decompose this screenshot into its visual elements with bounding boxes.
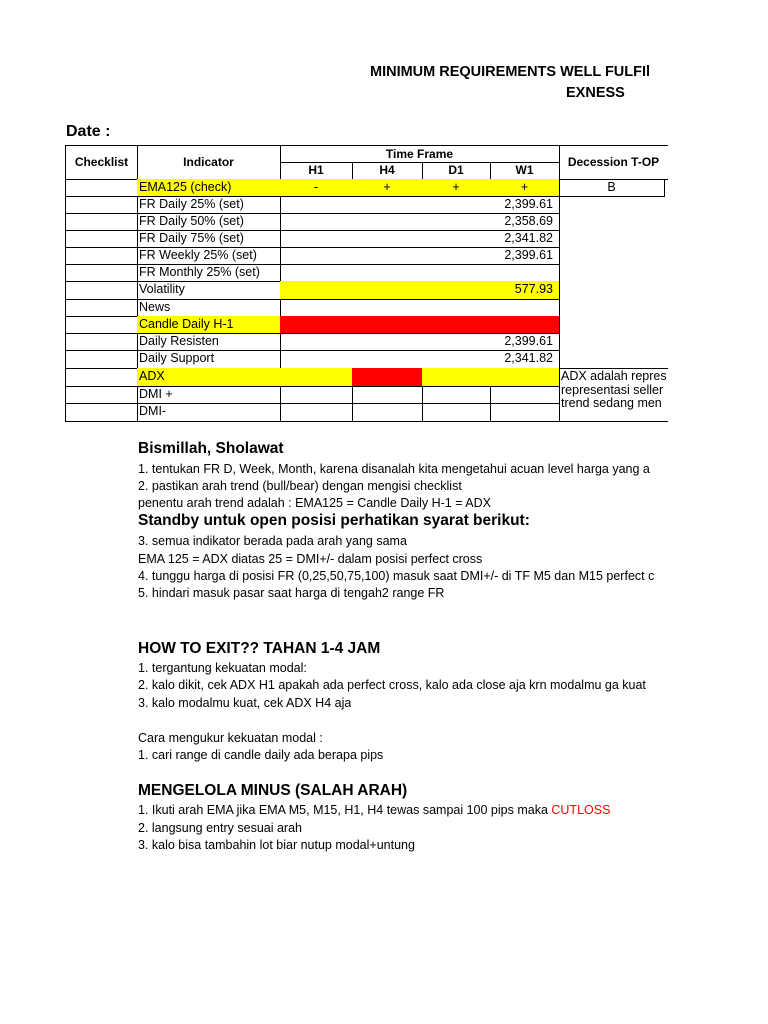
decision-value[interactable]: B (559, 179, 665, 197)
adx-note-line: ADX adalah repres (561, 370, 667, 383)
adx-note-line: trend sedang men (561, 396, 662, 410)
note-line: 5. hindari masuk pasar saat harga di tengah2 range FR (138, 586, 445, 600)
checklist-cell[interactable] (65, 333, 138, 351)
indicator-fr-daily-25[interactable]: FR Daily 25% (set) (137, 196, 281, 214)
header-h4[interactable]: H4 (352, 162, 423, 180)
adx-w1-cell[interactable] (490, 368, 560, 387)
ema-d1-value[interactable]: + (422, 179, 491, 197)
indicator-daily-support[interactable]: Daily Support (137, 350, 281, 369)
header-d1[interactable]: D1 (422, 162, 491, 180)
sheet-subtitle: EXNESS (566, 85, 625, 101)
adx-d1-cell[interactable] (422, 368, 491, 387)
heading-mengelola-minus: MENGELOLA MINUS (SALAH ARAH) (138, 782, 408, 799)
indicator-volatility[interactable]: Volatility (137, 281, 281, 300)
checklist-cell[interactable] (65, 230, 138, 248)
checklist-cell[interactable] (65, 403, 138, 422)
indicator-dmi-plus[interactable]: DMI + (137, 386, 281, 404)
indicator-daily-resisten[interactable]: Daily Resisten (137, 333, 281, 351)
note-line: 2. kalo dikit, cek ADX H1 apakah ada perfect cross, kalo ada close aja krn modalmu ga kuat (138, 678, 646, 692)
dmi-plus-h1-cell[interactable] (280, 386, 353, 404)
note-line-text: 1. Ikuti arah EMA jika EMA M5, M15, H1, H4 tewas sampai 100 pips maka (138, 803, 552, 817)
checklist-cell[interactable] (65, 213, 138, 231)
daily-resisten-value[interactable]: 2,399.61 (280, 333, 560, 351)
indicator-ema125[interactable]: EMA125 (check) (137, 179, 281, 197)
indicator-fr-daily-50[interactable]: FR Daily 50% (set) (137, 213, 281, 231)
fr-weekly-25-value[interactable]: 2,399.61 (280, 247, 560, 265)
indicator-fr-daily-75[interactable]: FR Daily 75% (set) (137, 230, 281, 248)
adx-note-line: representasi seller (561, 382, 664, 397)
volatility-value[interactable]: 577.93 (280, 281, 560, 300)
checklist-cell[interactable] (65, 350, 138, 369)
note-line: 1. tentukan FR D, Week, Month, karena disanalah kita mengetahui acuan level harga yang a (138, 462, 650, 476)
checklist-cell[interactable] (65, 179, 138, 197)
fr-daily-25-value[interactable]: 2,399.61 (280, 196, 560, 214)
indicator-adx[interactable]: ADX (137, 368, 281, 387)
note-line: 3. kalo bisa tambahin lot biar nutup modal+untung (138, 838, 415, 852)
indicator-news[interactable]: News (137, 299, 281, 317)
indicator-fr-weekly-25[interactable]: FR Weekly 25% (set) (137, 247, 281, 265)
dmi-plus-d1-cell[interactable] (422, 386, 491, 404)
heading-how-to-exit: HOW TO EXIT?? TAHAN 1-4 JAM (138, 640, 381, 657)
candle-daily-value[interactable] (280, 316, 560, 334)
header-decision[interactable]: Decession T-OP (559, 145, 668, 180)
ema-h1-value[interactable]: - (280, 179, 353, 197)
checklist-cell[interactable] (65, 368, 138, 387)
note-line: 3. kalo modalmu kuat, cek ADX H4 aja (138, 696, 352, 710)
note-line: 1. tergantung kekuatan modal: (138, 661, 307, 675)
checklist-cell[interactable] (65, 264, 138, 282)
note-line: 1. cari range di candle daily ada berapa pips (138, 748, 384, 762)
ema-w1-value[interactable]: + (490, 179, 560, 197)
header-h1[interactable]: H1 (280, 162, 353, 180)
heading-standby: Standby untuk open posisi perhatikan syarat berikut: (138, 512, 530, 529)
indicator-fr-monthly-25[interactable]: FR Monthly 25% (set) (137, 264, 281, 282)
note-line: 4. tunggu harga di posisi FR (0,25,50,75,100) masuk saat DMI+/- di TF M5 dan M15 perfect c (138, 569, 655, 583)
header-checklist[interactable]: Checklist (65, 145, 138, 180)
note-line: EMA 125 = ADX diatas 25 = DMI+/- dalam posisi perfect cross (138, 552, 483, 566)
dmi-plus-w1-cell[interactable] (490, 386, 560, 404)
note-line: penentu arah trend adalah : EMA125 = Candle Daily H-1 = ADX (138, 496, 491, 510)
note-line: Cara mengukur kekuatan modal : (138, 731, 323, 745)
decision-merged-area[interactable] (559, 196, 668, 369)
header-time-frame[interactable]: Time Frame (280, 145, 560, 163)
checklist-cell[interactable] (65, 299, 138, 317)
dmi-minus-h4-cell[interactable] (352, 403, 423, 422)
note-line: 2. pastikan arah trend (bull/bear) dengan mengisi checklist (138, 479, 462, 493)
daily-support-value[interactable]: 2,341.82 (280, 350, 560, 369)
header-w1[interactable]: W1 (490, 162, 560, 180)
cutloss-label: CUTLOSS (551, 803, 611, 817)
dmi-minus-w1-cell[interactable] (490, 403, 560, 422)
checklist-cell[interactable] (65, 386, 138, 404)
ema-h4-value[interactable]: + (352, 179, 423, 197)
header-indicator[interactable]: Indicator (137, 145, 281, 180)
checklist-cell[interactable] (65, 247, 138, 265)
sheet-title: MINIMUM REQUIREMENTS WELL FULFIl (370, 64, 651, 80)
news-value[interactable] (280, 299, 560, 317)
dmi-minus-h1-cell[interactable] (280, 403, 353, 422)
note-line-cutloss (138, 803, 610, 817)
dmi-plus-h4-cell[interactable] (352, 386, 423, 404)
checklist-cell[interactable] (65, 281, 138, 300)
checklist-cell[interactable] (65, 196, 138, 214)
fr-daily-75-value[interactable]: 2,341.82 (280, 230, 560, 248)
indicator-dmi-minus[interactable]: DMI- (137, 403, 281, 422)
heading-bismillah: Bismillah, Sholawat (138, 440, 284, 457)
adx-h4-cell[interactable] (352, 368, 423, 387)
indicator-candle-daily[interactable]: Candle Daily H-1 (137, 316, 281, 334)
fr-monthly-25-value[interactable] (280, 264, 560, 282)
adx-note-text (561, 370, 668, 411)
date-label: Date : (66, 123, 111, 140)
note-line: 3. semua indikator berada pada arah yang sama (138, 534, 407, 548)
note-line: 2. langsung entry sesuai arah (138, 821, 302, 835)
adx-h1-cell[interactable] (280, 368, 353, 387)
checklist-cell[interactable] (65, 316, 138, 334)
fr-daily-50-value[interactable]: 2,358.69 (280, 213, 560, 231)
dmi-minus-d1-cell[interactable] (422, 403, 491, 422)
